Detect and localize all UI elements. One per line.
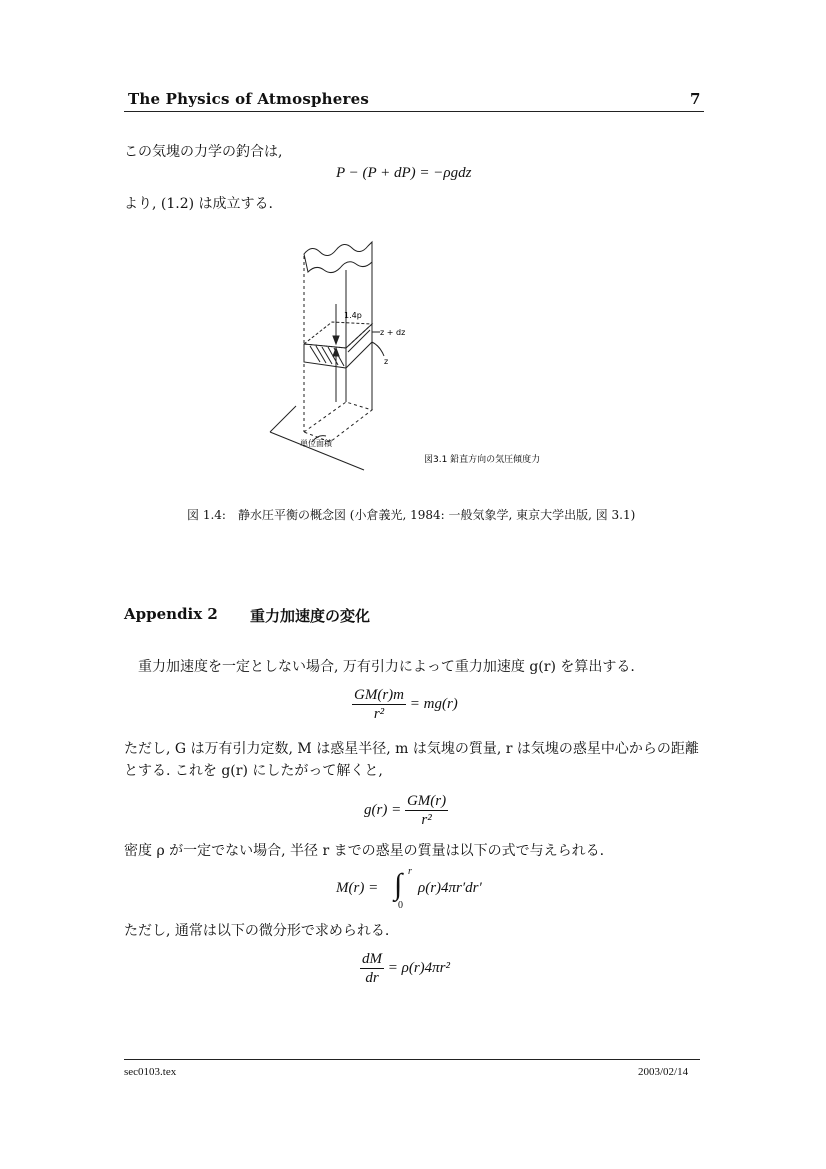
- equation-gravity-force: [352, 686, 458, 723]
- paragraph-result: より, (1.2) は成立する.: [124, 196, 273, 212]
- footer-rule: [124, 1059, 700, 1060]
- fraction: [352, 686, 406, 723]
- equation-rhs: = ρ(r)4πr²: [387, 959, 450, 976]
- fraction: [360, 950, 384, 987]
- top-pressure-label: 1.4p: [344, 311, 362, 320]
- paragraph-intro: この気塊の力学の釣合は,: [124, 144, 283, 160]
- fraction-denominator: r²: [373, 706, 385, 722]
- equation-lhs: g(r) =: [364, 801, 402, 818]
- footer-date: 2003/02/14: [638, 1066, 689, 1078]
- equation-lhs: M(r) =: [336, 880, 379, 896]
- upper-level-label: z + dz: [380, 328, 406, 337]
- section-number: Appendix 2: [124, 605, 218, 623]
- equation-rhs: = mg(r): [409, 695, 458, 712]
- integral-upper-limit: r: [408, 866, 412, 877]
- footer-filename: sec0103.tex: [124, 1066, 177, 1078]
- slab-top: [304, 322, 372, 348]
- unit-area-label: 単位面積: [300, 439, 332, 448]
- integrand: ρ(r)4πr′dr′: [418, 880, 482, 896]
- running-header-title: The Physics of Atmospheres: [128, 90, 370, 108]
- figure-inner-caption: 図3.1 鉛直方向の気圧傾度力: [424, 455, 541, 465]
- fraction-denominator: dr: [365, 970, 379, 986]
- slab-side: [346, 324, 372, 368]
- paragraph-differential: ただし, 通常は以下の微分形で求められる.: [124, 923, 390, 939]
- page-number: 7: [690, 90, 701, 108]
- integral-lower-limit: 0: [398, 900, 403, 911]
- column-top-wave: [304, 242, 372, 273]
- fraction-denominator: r²: [421, 812, 432, 828]
- figure-caption: 図 1.4: 静水圧平衡の概念図 (小倉義光, 1984: 一般気象学, 東京大学出版, 図 3.1): [187, 508, 636, 522]
- section-title: 重力加速度の変化: [250, 607, 371, 625]
- fraction-numerator: GM(r): [406, 793, 447, 809]
- column-base: [304, 402, 372, 442]
- integral-sign: ∫: [394, 868, 403, 901]
- fraction-numerator: dM: [362, 951, 382, 967]
- fraction: [405, 792, 448, 829]
- slab-front: [304, 344, 346, 368]
- paragraph-definitions: ただし, G は万有引力定数, M は惑星半径, m は気塊の質量, r は気塊の惑星中心からの距離とする. これを g(r) にしたがって解くと,: [124, 741, 699, 779]
- equation-g-of-r: [364, 792, 448, 829]
- header-rule: [124, 111, 704, 112]
- fraction-numerator: GM(r)m: [354, 687, 404, 703]
- equation-force-balance: P − (P + dP) = −ρgdz: [336, 165, 472, 181]
- hydrostatic-column-figure: [260, 232, 570, 480]
- equation-mass-derivative: [360, 950, 450, 987]
- lower-level-label: z: [384, 357, 389, 366]
- paragraph-density: 密度 ρ が一定でない場合, 半径 r までの惑星の質量は以下の式で与えられる.: [124, 843, 605, 859]
- paragraph-gravity: 重力加速度を一定としない場合, 万有引力によって重力加速度 g(r) を算出する.: [138, 659, 635, 675]
